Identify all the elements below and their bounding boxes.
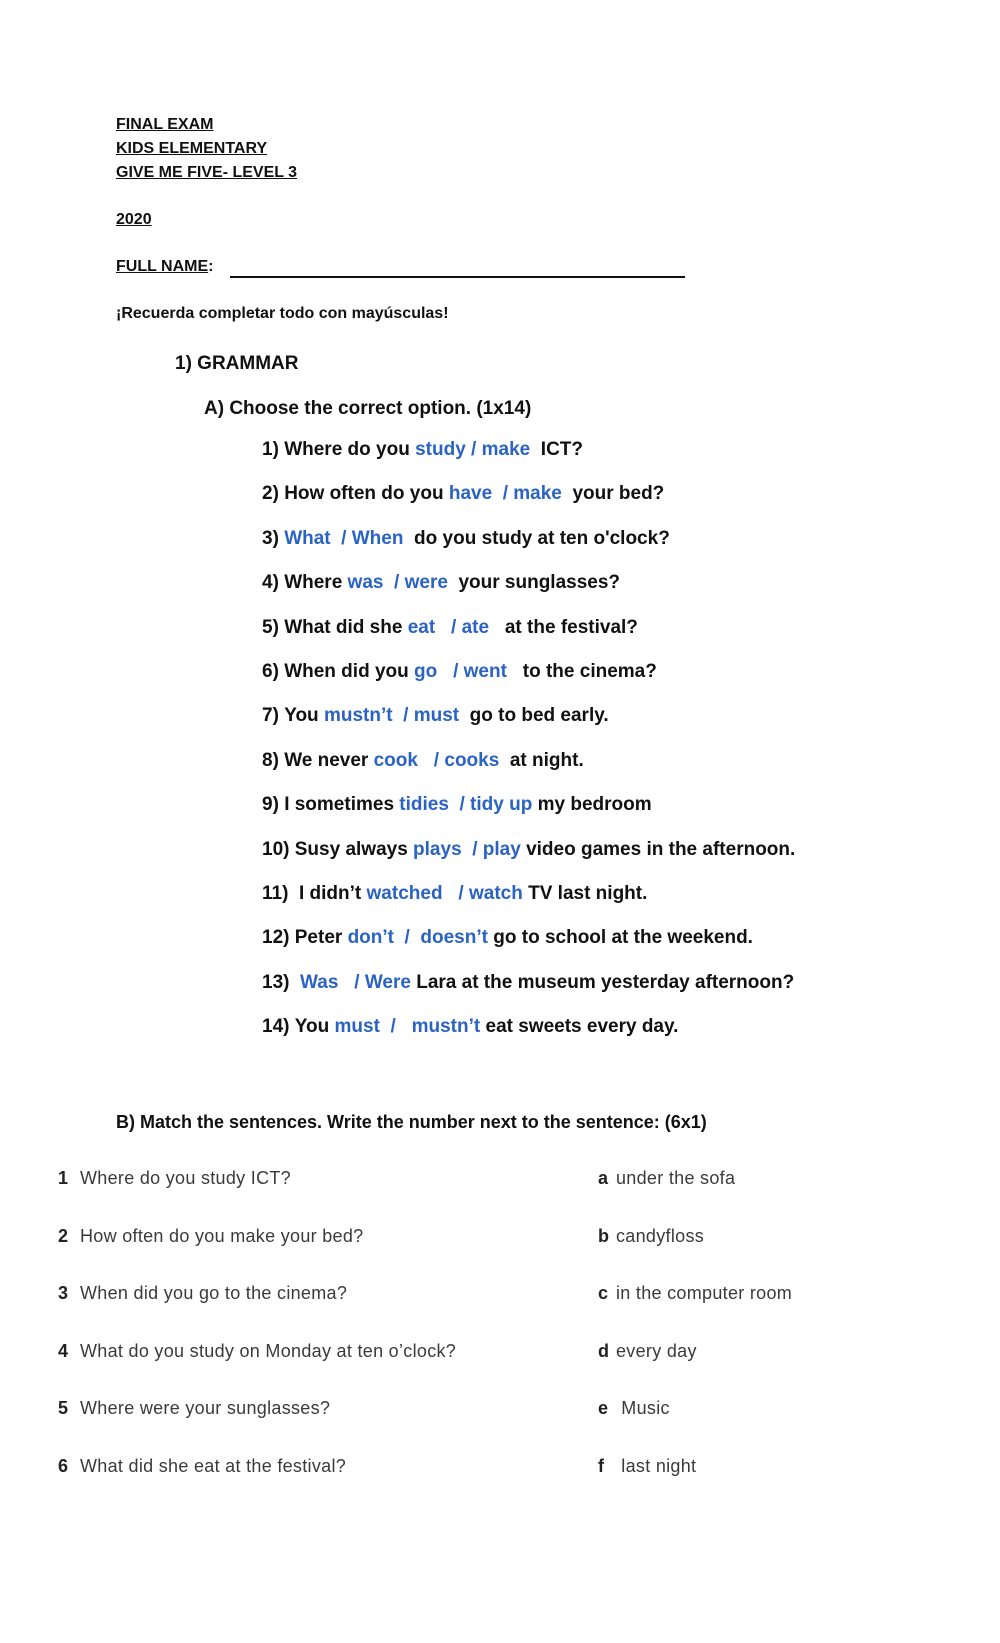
option-first[interactable]: study xyxy=(415,439,466,460)
option-separator: / xyxy=(392,705,414,727)
option-first[interactable]: was xyxy=(347,572,384,594)
match-left-text: When did you go to the cinema? xyxy=(80,1283,348,1303)
option-second[interactable]: mustn’t xyxy=(411,1016,481,1038)
match-right-text: under the sofa xyxy=(616,1168,736,1188)
question-number: 10) xyxy=(262,838,295,860)
exam-book: GIVE ME FIVE- LEVEL 3 xyxy=(116,164,298,181)
question-row xyxy=(262,972,794,994)
option-first[interactable]: don’t xyxy=(347,927,394,949)
match-left-number: 6 xyxy=(58,1455,69,1476)
question-text-after: at night. xyxy=(499,749,584,771)
option-first[interactable]: mustn’t xyxy=(323,705,393,727)
option-first[interactable]: watched xyxy=(366,883,443,904)
option-second[interactable]: ate xyxy=(461,616,490,638)
question-row xyxy=(262,927,753,949)
match-right-letter: f xyxy=(598,1455,605,1476)
part-a-title: A) Choose the correct option. (1x14) xyxy=(204,398,532,419)
question-row xyxy=(262,794,652,816)
option-separator: / xyxy=(394,927,421,949)
option-second[interactable]: doesn’t xyxy=(420,927,488,949)
match-right-text: every day xyxy=(616,1340,697,1361)
match-right-text: candyfloss xyxy=(616,1225,705,1246)
question-text-after: eat sweets every day. xyxy=(480,1016,679,1038)
option-first[interactable]: have xyxy=(448,483,493,505)
question-text-before: I didn’t xyxy=(293,883,367,904)
match-right-text: in the computer room xyxy=(616,1283,793,1303)
question-number: 4) xyxy=(262,572,285,594)
question-row xyxy=(262,528,670,550)
question-text-after: go to bed early. xyxy=(459,705,609,727)
match-left-text: Where do you study ICT? xyxy=(80,1168,291,1188)
match-left-item xyxy=(58,1456,346,1477)
question-number: 13) xyxy=(262,971,295,993)
option-separator: / xyxy=(465,439,482,460)
option-separator: / xyxy=(461,838,483,860)
question-text-after: to the cinema? xyxy=(506,661,657,682)
question-text-before: You xyxy=(294,1016,335,1038)
match-right-letter: c xyxy=(598,1283,609,1303)
match-left-item xyxy=(58,1398,330,1419)
match-left-item xyxy=(58,1226,363,1247)
question-text-after: my bedroom xyxy=(532,794,652,816)
option-separator: / xyxy=(338,971,365,993)
match-left-number: 5 xyxy=(58,1398,69,1418)
option-second[interactable]: went xyxy=(463,661,507,682)
full-name-field[interactable] xyxy=(230,276,685,278)
option-second[interactable]: make xyxy=(481,439,531,460)
question-text-after: do you study at ten o'clock? xyxy=(403,527,670,549)
question-text-before: When did you xyxy=(284,661,415,682)
option-separator: / xyxy=(383,572,405,594)
part-b-title: B) Match the sentences. Write the number next to the sentence: (6x1) xyxy=(116,1112,707,1132)
full-name-label-text: FULL NAME xyxy=(116,258,209,275)
match-right-letter: a xyxy=(598,1168,609,1188)
question-text-before: Susy always xyxy=(294,838,414,860)
option-separator: / xyxy=(448,794,471,816)
match-right-item[interactable] xyxy=(598,1398,670,1419)
question-text-before: Where do you xyxy=(284,439,416,460)
match-left-text: Where were your sunglasses? xyxy=(80,1398,331,1418)
match-right-item[interactable] xyxy=(598,1456,696,1477)
match-right-item[interactable] xyxy=(598,1283,792,1304)
option-first[interactable]: tidies xyxy=(399,794,449,816)
full-name-colon: : xyxy=(208,258,214,275)
option-separator: / xyxy=(492,483,514,505)
question-number: 5) xyxy=(262,616,285,638)
match-right-text: last night xyxy=(616,1455,697,1476)
option-second[interactable]: Were xyxy=(364,971,411,993)
question-text-before: I sometimes xyxy=(284,794,400,816)
question-number: 11) xyxy=(262,883,294,904)
match-left-item xyxy=(58,1341,456,1362)
option-second[interactable]: watch xyxy=(468,883,523,904)
question-row xyxy=(262,839,795,861)
option-second[interactable]: make xyxy=(513,483,562,505)
match-right-text: Music xyxy=(616,1398,670,1418)
question-row xyxy=(262,750,584,772)
question-text-before: How often do you xyxy=(284,483,449,505)
match-left-text: What did she eat at the festival? xyxy=(80,1455,347,1476)
question-row xyxy=(262,617,638,639)
question-text-after: ICT? xyxy=(530,439,584,460)
match-right-item[interactable] xyxy=(598,1168,735,1189)
question-text-after: your bed? xyxy=(561,483,665,505)
match-left-item xyxy=(58,1283,347,1304)
match-left-number: 3 xyxy=(58,1283,69,1303)
option-second[interactable]: play xyxy=(482,838,521,860)
match-right-letter: e xyxy=(598,1398,609,1418)
question-number: 1) xyxy=(262,439,285,460)
question-row xyxy=(262,439,583,461)
match-right-letter: b xyxy=(598,1225,610,1246)
option-first[interactable]: What xyxy=(284,527,331,549)
question-text-after: video games in the afternoon. xyxy=(520,838,796,860)
option-second[interactable]: When xyxy=(351,527,404,549)
question-text-after: TV last night. xyxy=(522,883,648,904)
question-text-before: We never xyxy=(284,749,374,771)
exam-level: KIDS ELEMENTARY xyxy=(116,140,268,157)
match-left-number: 1 xyxy=(58,1168,69,1188)
option-separator: / xyxy=(379,1016,412,1038)
option-first[interactable]: go xyxy=(414,661,438,682)
option-separator: / xyxy=(435,616,462,638)
reminder-text: ¡Recuerda completar todo con mayúsculas! xyxy=(116,305,449,322)
exam-year: 2020 xyxy=(116,211,152,228)
question-number: 8) xyxy=(262,749,285,771)
question-text-after: go to school at the weekend. xyxy=(487,927,753,949)
question-text-before: Where xyxy=(284,572,348,594)
question-number: 6) xyxy=(262,661,285,682)
section-grammar-title: 1) GRAMMAR xyxy=(175,353,299,374)
question-text-after: at the festival? xyxy=(489,616,638,638)
option-separator: / xyxy=(442,883,469,904)
match-left-text: What do you study on Monday at ten o’clock? xyxy=(80,1340,457,1361)
option-second[interactable]: were xyxy=(404,572,448,594)
question-row xyxy=(262,705,609,727)
question-row xyxy=(262,483,664,505)
match-left-number: 4 xyxy=(58,1340,69,1361)
question-number: 7) xyxy=(262,705,285,727)
question-text-before: Peter xyxy=(294,927,348,949)
option-first[interactable]: plays xyxy=(413,838,462,860)
question-text-after: Lara at the museum yesterday afternoon? xyxy=(410,971,795,993)
match-right-item[interactable] xyxy=(598,1341,697,1362)
exam-title: FINAL EXAM xyxy=(116,116,214,133)
question-row xyxy=(262,1016,678,1038)
question-text-before: You xyxy=(284,705,324,727)
question-number: 3) xyxy=(262,527,285,549)
question-number: 9) xyxy=(262,794,285,816)
option-separator: / xyxy=(417,749,445,771)
option-separator: / xyxy=(330,527,352,549)
match-left-text: How often do you make your bed? xyxy=(80,1225,364,1246)
question-row xyxy=(262,661,657,683)
match-left-item xyxy=(58,1168,291,1189)
full-name-label xyxy=(116,258,213,276)
question-row xyxy=(262,572,620,594)
match-left-number: 2 xyxy=(58,1225,69,1246)
option-first[interactable]: eat xyxy=(407,616,436,638)
option-first[interactable]: cook xyxy=(373,749,418,771)
question-number: 14) xyxy=(262,1016,295,1038)
option-second[interactable]: tidy up xyxy=(470,794,533,816)
question-number: 2) xyxy=(262,483,285,505)
option-second[interactable]: must xyxy=(413,705,460,727)
option-second[interactable]: cooks xyxy=(444,749,500,771)
option-first[interactable]: Was xyxy=(300,971,339,993)
match-right-letter: d xyxy=(598,1340,610,1361)
question-text-after: your sunglasses? xyxy=(447,572,621,594)
option-first[interactable]: must xyxy=(334,1016,380,1038)
question-number: 12) xyxy=(262,927,295,949)
question-text-before: What did she xyxy=(284,616,408,638)
match-right-item[interactable] xyxy=(598,1226,704,1247)
option-separator: / xyxy=(437,661,464,682)
question-row xyxy=(262,883,647,905)
